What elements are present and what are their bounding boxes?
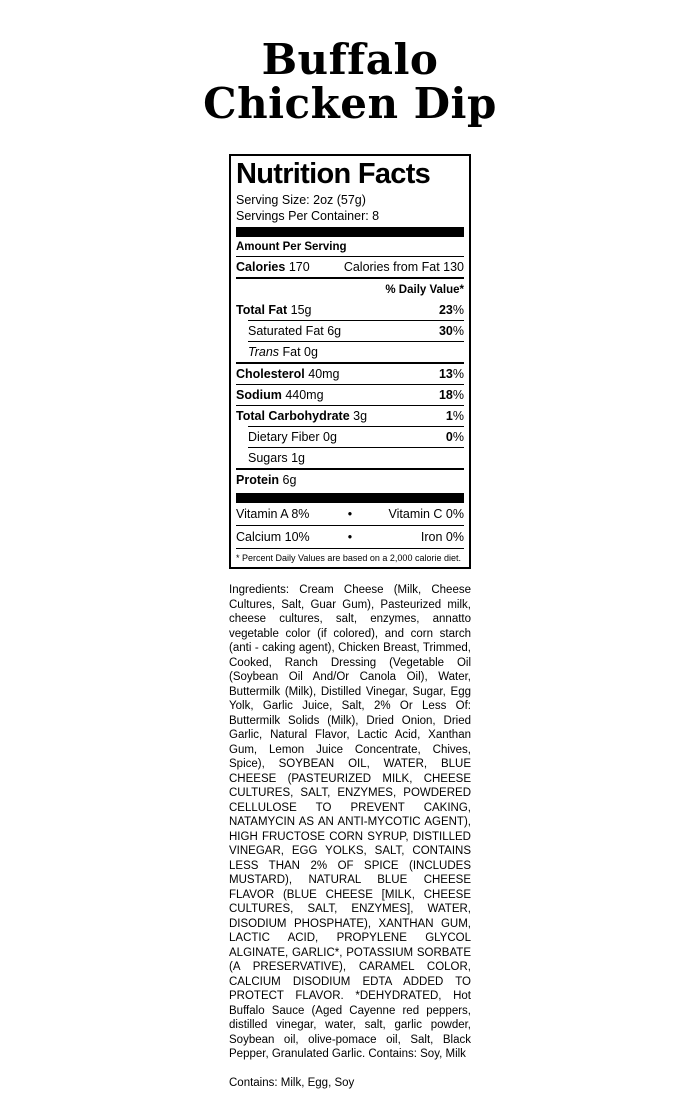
nutrient-name: Protein <box>236 473 280 488</box>
nutrient-daily-value: 30% <box>438 324 464 339</box>
nutrient-amount: 0g <box>319 430 337 445</box>
nutrient-name: Cholesterol <box>236 367 305 382</box>
nutrient-label <box>248 344 318 360</box>
daily-value-header: % Daily Value* <box>385 284 464 297</box>
nutrition-facts-heading: Nutrition Facts <box>236 158 431 191</box>
nutrient-row <box>236 427 464 447</box>
nutrient-amount: 6g <box>279 473 297 488</box>
nutrient-name: Sodium <box>236 388 282 403</box>
servings-per-container: Servings Per Container: 8 <box>236 209 380 224</box>
nutrient-name: Trans <box>248 345 280 360</box>
percent-sign: % <box>452 388 464 403</box>
nutrient-daily-value: 1% <box>445 409 464 424</box>
nutrient-row <box>236 406 464 426</box>
nutrient-name: Saturated Fat <box>248 324 324 339</box>
product-title-line-2: Chicken Dip <box>203 79 497 129</box>
bullet-separator-icon: • <box>347 507 353 522</box>
nutrient-row <box>236 321 464 341</box>
percent-sign: % <box>452 430 464 445</box>
vitamin-row <box>236 526 464 548</box>
nutrition-facts-panel <box>229 154 471 569</box>
nutrient-rows <box>236 300 464 490</box>
nutrient-label <box>248 450 305 466</box>
nutrient-row <box>236 300 464 320</box>
nutrient-amount: 6g <box>323 324 342 339</box>
product-title-line-1: Buffalo <box>261 35 439 85</box>
nutrient-daily-value: 23% <box>438 303 464 318</box>
nutrient-amount: 3g <box>349 409 368 424</box>
divider-thick-bottom <box>236 493 464 503</box>
vitamin-left: Vitamin A 8% <box>236 507 310 522</box>
nutrient-label <box>236 366 340 382</box>
divider-thick-top <box>236 227 464 237</box>
nutrient-amount: 40mg <box>304 367 340 382</box>
nutrient-row <box>236 385 464 405</box>
percent-sign: % <box>452 409 464 424</box>
serving-size: Serving Size: 2oz (57g) <box>236 193 366 208</box>
nutrient-name: Total Carbohydrate <box>236 409 350 424</box>
nutrient-row <box>236 448 464 468</box>
calories-label-group <box>236 259 310 275</box>
percent-sign: % <box>452 324 464 339</box>
nutrient-amount: 15g <box>287 303 312 318</box>
vitamin-right: Iron 0% <box>420 530 464 545</box>
ingredients-text: Ingredients: Cream Cheese (Milk, Cheese Cultures, Salt, Guar Gum), Pasteurized milk, cheese cultures, salt, enzymes, annatto vegetable color (if colored), and corn starch (anti - caking agent), Chicken Breast, Trimmed, Cooked, Ranch Dressing (Vegetable Oil (Soybean Oil And/Or Canola Oil), Water, Buttermilk (Milk), Distilled Vinegar, Sugar, Egg Yolk, Garlic Juice, Salt, 2% Or Less Of: Buttermilk Solids (Milk), Dried Onion, Dried Garlic, Natural Flavor, Lactic Acid, Xanthan Gum, Lemon Juice Concentrate, Chives, Spice), SOYBEAN OIL, WATER, BLUE CHEESE (PASTEURIZED MILK, CHEESE CULTURES, SALT, ENZYMES, POWDERED CELLULOSE TO PREVENT CAKING, NATAMYCIN AS AN ANTI-MYCOTIC AGENT), HIGH FRUCTOSE CORN SYRUP, DISTILLED VINEGAR, EGG YOLKS, SALT, CONTAINS LESS THAN 2% OF SPICE (INCLUDES MUSTARD), NATURAL BLUE CHEESE FLAVOR (BLUE CHEESE [MILK, CHEESE CULTURES, SALT, ENZYMES], WATER, DISODIUM PHOSPHATE), XANTHAN GUM, LACTIC ACID, PROPYLENE GLYCOL ALGINATE, GARLIC*, POTASSIUM SORBATE (A PRESERVATIVE), CARAMEL COLOR, CALCIUM DISODIUM EDTA ADDED TO PROTECT FLAVOR. *DEHYDRATED, Hot Buffalo Sauce (Aged Cayenne red peppers, distilled vinegar, water, salt, garlic powder, Soybean oil, olive-pomace oil, Salt, Black Pepper, Granulated Garlic. Contains: Soy, Milk <box>229 584 471 1061</box>
nutrient-amount: 440mg <box>281 388 324 403</box>
nutrient-daily-value: 0% <box>445 430 464 445</box>
nutrient-daily-value: 13% <box>438 367 464 382</box>
nutrient-label <box>236 387 324 403</box>
nutrient-label <box>236 472 296 488</box>
vitamin-right: Vitamin C 0% <box>388 507 464 522</box>
calories-from-fat: Calories from Fat 130 <box>343 260 464 275</box>
nutrient-daily-value: 18% <box>438 388 464 403</box>
vitamin-rows <box>236 503 464 548</box>
nutrient-name: Total Fat <box>236 303 288 318</box>
calories-value: 170 <box>288 260 310 275</box>
nutrient-row <box>236 470 464 490</box>
nutrient-name: Dietary Fiber <box>248 430 320 445</box>
vitamin-left: Calcium 10% <box>236 530 310 545</box>
nutrient-label <box>236 408 367 424</box>
daily-value-footnote: * Percent Daily Values are based on a 2,000 calorie diet. <box>236 553 461 564</box>
nutrient-label <box>236 302 312 318</box>
calories-row <box>236 257 464 277</box>
percent-sign: % <box>452 303 464 318</box>
page-title <box>0 28 700 129</box>
nutrient-amount: 1g <box>287 451 305 466</box>
allergen-statement: Contains: Milk, Egg, Soy <box>229 1076 355 1089</box>
nutrient-row <box>236 342 464 362</box>
nutrient-row <box>236 364 464 384</box>
nutrient-amount: Fat 0g <box>279 345 318 360</box>
nutrient-label <box>248 323 341 339</box>
calories-label: Calories <box>236 260 286 275</box>
nutrient-name: Sugars <box>248 451 288 466</box>
percent-sign: % <box>452 367 464 382</box>
vitamin-row <box>236 503 464 525</box>
amount-per-serving-label: Amount Per Serving <box>236 241 347 254</box>
bullet-separator-icon: • <box>347 530 353 545</box>
nutrient-label <box>248 429 337 445</box>
label-page <box>0 28 700 1090</box>
